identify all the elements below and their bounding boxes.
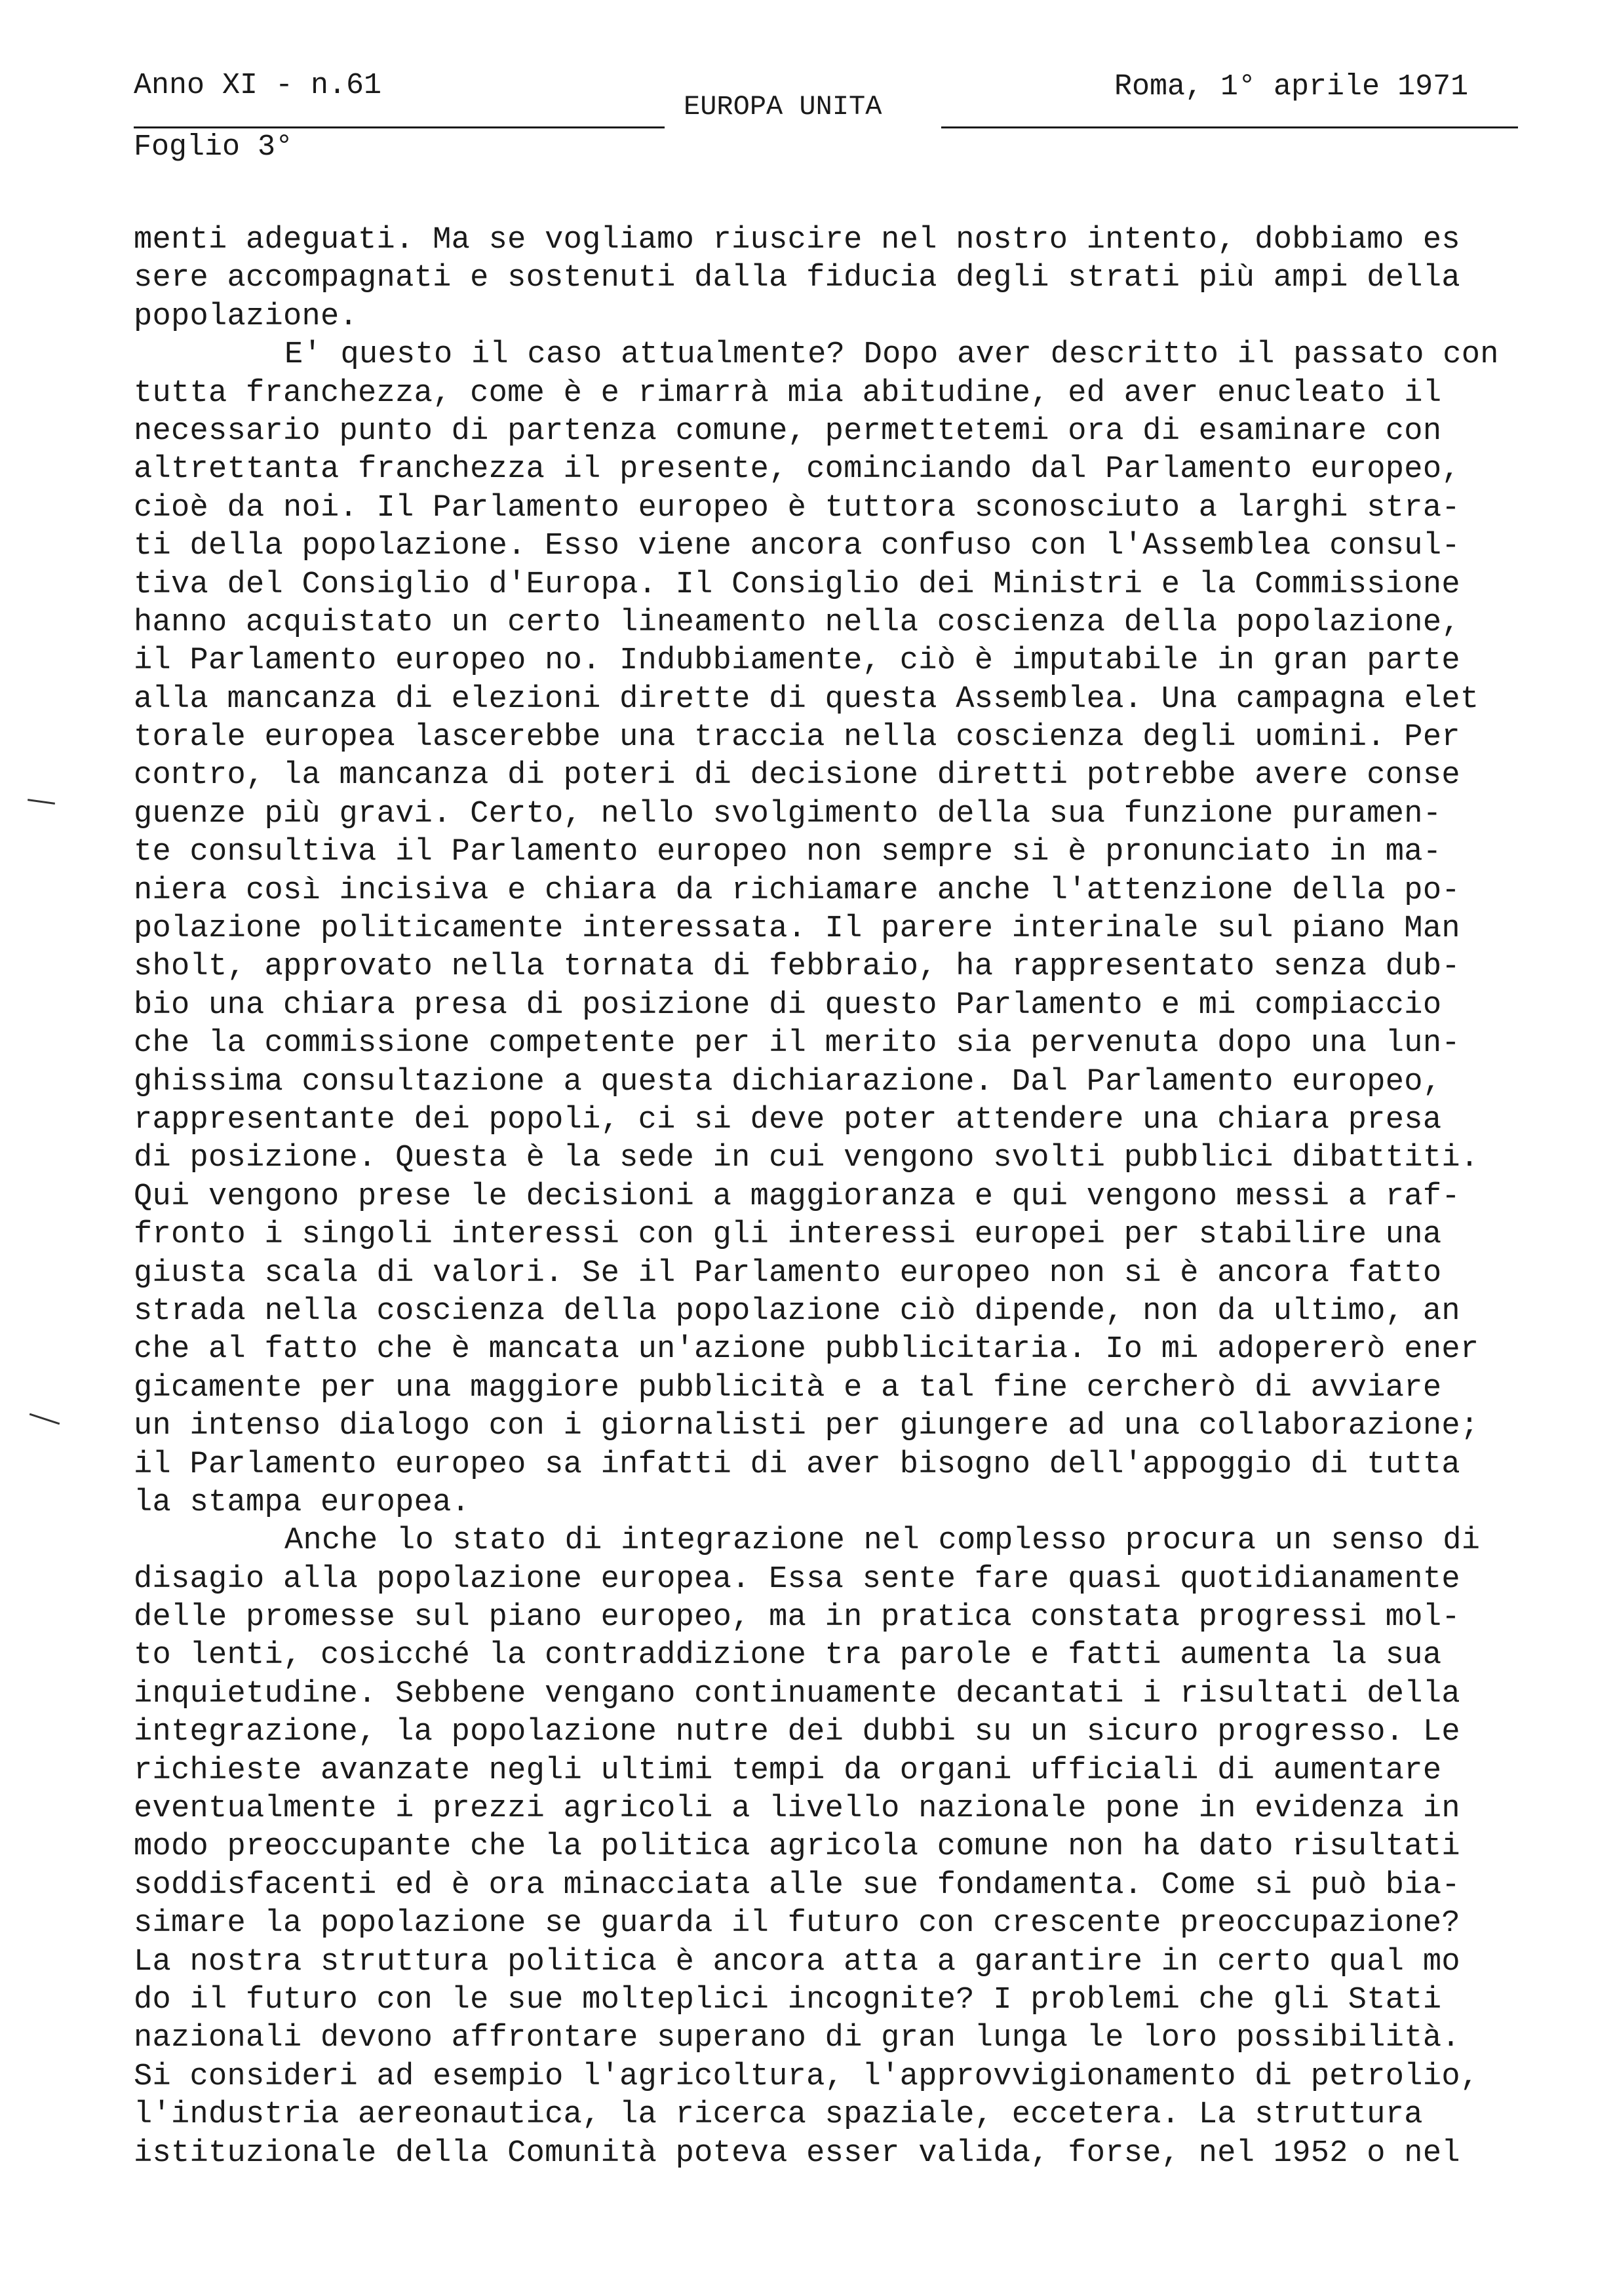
text-line: tutta franchezza, come è e rimarrà mia abitudine, ed aver enucleato il [134, 375, 1442, 411]
text-line: ghissima consultazione a questa dichiarazione. Dal Parlamento europeo, [134, 1064, 1442, 1100]
text-line: Si consideri ad esempio l'agricoltura, l'approvvigionamento di petrolio, [134, 2059, 1479, 2094]
text-line: popolazione. [134, 299, 359, 334]
text-line: fronto i singoli interessi con gli interessi europei per stabilire una [134, 1217, 1442, 1253]
text-line: la stampa europea. [134, 1485, 471, 1520]
text-line: alla mancanza di elezioni dirette di questa Assemblea. Una campagna elet [134, 681, 1479, 717]
header-rule-left [134, 126, 665, 128]
text-line: torale europea lascerebbe una traccia nella coscienza degli uomini. Per [134, 720, 1460, 756]
text-line: do il futuro con le sue molteplici incognite? I problemi che gli Stati [134, 1982, 1442, 2018]
text-line: modo preoccupante che la politica agricola comune non ha dato risultati [134, 1829, 1460, 1865]
text-line: soddisfacenti ed è ora minacciata alle sue fondamenta. Come si può bia- [134, 1867, 1460, 1903]
text-line: gicamente per una maggiore pubblicità e a tal fine cercherò di avviare [134, 1370, 1442, 1406]
text-line: tiva del Consiglio d'Europa. Il Consiglio dei Ministri e la Commissione [134, 567, 1460, 602]
text-line: to lenti, cosicché la contraddizione tra parole e fatti aumenta la sua [134, 1638, 1442, 1674]
text-line: polazione politicamente interessata. Il parere interinale sul piano Man [134, 911, 1460, 947]
issue-number: Anno XI - n.61 [134, 69, 382, 102]
text-line: niera così incisiva e chiara da richiamare anche l'attenzione della po- [134, 873, 1460, 908]
text-line: nazionali devono affrontare superano di gran lunga le loro possibilità. [134, 2021, 1460, 2056]
body-text [134, 221, 1530, 2173]
text-line: istituzionale della Comunità poteva esser valida, forse, nel 1952 o nel [134, 2135, 1460, 2171]
text-line: Qui vengono prese le decisioni a maggioranza e qui vengono messi a raf- [134, 1179, 1460, 1214]
text-line: di posizione. Questa è la sede in cui vengono svolti pubblici dibattiti. [134, 1141, 1479, 1176]
text-line: sholt, approvato nella tornata di febbraio, ha rappresentato senza dub- [134, 949, 1460, 985]
publication-title: EUROPA UNITA [684, 91, 882, 123]
text-line: strada nella coscienza della popolazione ciò dipende, non da ultimo, an [134, 1293, 1460, 1329]
text-line: hanno acquistato un certo lineamento nella coscienza della popolazione, [134, 605, 1460, 640]
text-line: ti della popolazione. Esso viene ancora confuso con l'Assemblea consul- [134, 529, 1460, 564]
text-line: cioè da noi. Il Parlamento europeo è tuttora sconosciuto a larghi stra- [134, 490, 1460, 526]
text-line: che la commissione competente per il merito sia pervenuta dopo una lun- [134, 1026, 1460, 1062]
sheet-number: Foglio 3° [134, 130, 294, 164]
header-rule-right [941, 126, 1518, 128]
text-line: guenze più gravi. Certo, nello svolgimento della sua funzione puramen- [134, 796, 1442, 832]
place-date: Roma, 1° aprile 1971 [1114, 70, 1469, 104]
text-line: La nostra struttura politica è ancora atta a garantire in certo qual mo [134, 1944, 1460, 1980]
text-line: disagio alla popolazione europea. Essa sente fare quasi quotidianamente [134, 1561, 1460, 1597]
text-line: altrettanta franchezza il presente, cominciando dal Parlamento europeo, [134, 452, 1460, 488]
text-line: giusta scala di valori. Se il Parlamento europeo non si è ancora fatto [134, 1255, 1442, 1291]
text-line: integrazione, la popolazione nutre dei dubbi su un sicuro progresso. Le [134, 1715, 1460, 1750]
text-line: un intenso dialogo con i giornalisti per giungere ad una collaborazione; [134, 1409, 1479, 1444]
text-line: il Parlamento europeo sa infatti di aver bisogno dell'appoggio di tutta [134, 1447, 1460, 1482]
text-line: simare la popolazione se guarda il futuro con crescente preoccupazione? [134, 1906, 1460, 1942]
text-line: contro, la mancanza di poteri di decisione diretti potrebbe avere conse [134, 758, 1460, 794]
margin-mark [29, 1413, 60, 1425]
text-line: E' questo il caso attualmente? Dopo aver descritto il passato con [284, 337, 1499, 373]
text-line: Anche lo stato di integrazione nel complesso procura un senso di [284, 1523, 1481, 1559]
text-line: delle promesse sul piano europeo, ma in pratica constata progressi mol- [134, 1600, 1460, 1636]
text-line: sere accompagnati e sostenuti dalla fiducia degli strati più ampi della [134, 261, 1460, 296]
text-line: eventualmente i prezzi agricoli a livello nazionale pone in evidenza in [134, 1791, 1460, 1827]
text-line: necessario punto di partenza comune, permettetemi ora di esaminare con [134, 413, 1442, 449]
text-line: inquietudine. Sebbene vengano continuamente decantati i risultati della [134, 1676, 1460, 1712]
text-line: rappresentante dei popoli, ci si deve poter attendere una chiara presa [134, 1102, 1442, 1138]
text-line: che al fatto che è mancata un'azione pubblicitaria. Io mi adopererò ener [134, 1332, 1479, 1368]
text-line: bio una chiara presa di posizione di questo Parlamento e mi compiaccio [134, 987, 1442, 1023]
margin-mark [28, 799, 55, 805]
text-line: richieste avanzate negli ultimi tempi da organi ufficiali di aumentare [134, 1753, 1442, 1788]
text-line: l'industria aereonautica, la ricerca spaziale, eccetera. La struttura [134, 2097, 1423, 2133]
text-line: te consultiva il Parlamento europeo non sempre si è pronunciato in ma- [134, 835, 1442, 870]
text-line: menti adeguati. Ma se vogliamo riuscire nel nostro intento, dobbiamo es [134, 223, 1460, 258]
text-line: il Parlamento europeo no. Indubbiamente, ciò è imputabile in gran parte [134, 643, 1460, 679]
